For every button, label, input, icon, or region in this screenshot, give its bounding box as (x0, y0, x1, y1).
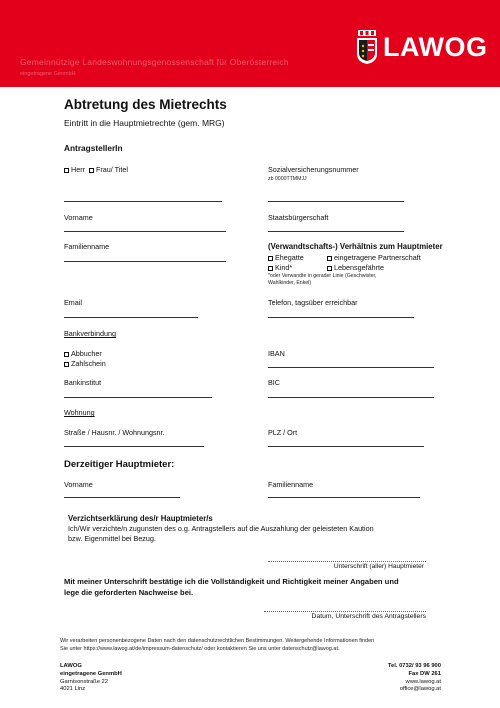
telefon-field[interactable] (268, 317, 414, 318)
partnerschaft-label: eingetragene Partnerschaft (334, 253, 421, 262)
email-label: Email (64, 298, 82, 307)
tenant-vorname-field[interactable] (64, 497, 180, 498)
privacy-line-2: Sie unter https://www.lawog.at/de/impressum-datenschutz/ oder kontaktieren Sie uns unter datenschutz@lawog.at. (60, 646, 340, 652)
footer-contact (330, 663, 441, 694)
tenant-familienname-field[interactable] (268, 497, 420, 498)
strasse-field[interactable] (64, 446, 204, 447)
staatsbuergerschaft-field[interactable] (268, 231, 404, 232)
confirmation-line-2: lege die geforderten Nachweise bei. (64, 587, 194, 597)
confirmation-line-1: Mit meiner Unterschrift bestätige ich die Vollständigkeit und Richtigkeit meiner Angaben und (64, 577, 399, 586)
familienname-field[interactable] (64, 261, 226, 262)
footer-address (60, 663, 122, 694)
bankinstitut-field[interactable] (64, 397, 212, 398)
logo (356, 30, 488, 66)
frau-label: Frau/ Titel (95, 165, 128, 174)
footer-city: 4021 Linz (60, 686, 86, 693)
footer-tel: Tel. 0732/ 93 96 900 (387, 663, 441, 669)
svnr-label: Sozialversicherungsnummer (268, 165, 359, 174)
plz-label: PLZ / Ort (268, 428, 298, 437)
plz-field[interactable] (268, 446, 424, 447)
tenant-familienname-label: Familienname (268, 480, 314, 489)
bic-field[interactable] (268, 397, 434, 398)
partnerschaft-checkbox[interactable] (327, 256, 332, 261)
rel-partnerschaft-row (327, 253, 421, 262)
waiver-text (68, 524, 488, 544)
frau-checkbox[interactable] (89, 168, 94, 173)
confirmation-text (64, 577, 494, 598)
iban-field[interactable] (268, 367, 434, 368)
rel-ehegatte-row (268, 253, 304, 262)
herr-checkbox[interactable] (64, 168, 69, 173)
herr-label: Herr (71, 165, 85, 174)
bank-heading: Bankverbindung (64, 329, 116, 338)
rel-lebensgefaehrte-row (327, 263, 384, 272)
wohnung-heading: Wohnung (64, 408, 95, 417)
waiver-signature-label: Unterschrift (aller) Hauptmieter (333, 563, 424, 570)
ehegatte-checkbox[interactable] (268, 256, 273, 261)
privacy-line-1: Wir verarbeiten personenbezogene Daten nach den datenschutzrechtlichen Bestimmungen. Weitergehende Informationen finden (60, 638, 375, 644)
svnr-hint: zb 0000TTMMJJ (268, 176, 307, 182)
waiver-text-line-1: Ich/Wir verzichte/n zugunsten des o.g. Antragstellers auf die Auszahlung der geleisteten Kaution (68, 524, 374, 533)
crest-icon (356, 30, 378, 64)
current-tenant-heading: Derzeitiger Hauptmieter: (64, 459, 175, 470)
logo-text: LAWOG (383, 32, 488, 62)
svnr-field[interactable] (268, 201, 404, 202)
footer-street: Garnisonstraße 22 (60, 678, 109, 685)
abbucher-checkbox[interactable] (64, 352, 69, 357)
waiver-heading: Verzichtserklärung des/r Hauptmieter/s (68, 514, 213, 523)
iban-label: IBAN (268, 349, 285, 358)
footer-company: LAWOG (60, 663, 82, 669)
waiver-text-line-2: bzw. Eigenmittel bei Bezug. (68, 534, 156, 543)
kind-checkbox[interactable] (268, 266, 273, 271)
abbucher-label: Abbucher (71, 349, 102, 358)
confirmation-signature-field[interactable] (264, 611, 426, 612)
bankinstitut-label: Bankinstitut (64, 378, 102, 387)
rel-kind-row (268, 263, 292, 272)
zahlschein-row (64, 359, 106, 368)
org-sub: eingetragene GenmbH (20, 71, 76, 77)
lebensgefaehrte-checkbox[interactable] (327, 266, 332, 271)
zahlschein-checkbox[interactable] (64, 362, 69, 367)
vorname-label: Vorname (64, 213, 93, 222)
staatsbuergerschaft-label: Staatsbürgerschaft (268, 213, 329, 222)
page-title: Abtretung des Mietrechts (64, 97, 227, 112)
bic-label: BIC (268, 378, 280, 387)
salutation-field[interactable] (64, 201, 222, 202)
vorname-field[interactable] (64, 231, 226, 232)
relation-heading: (Verwandtschafts-) Verhältnis zum Hauptmieter (268, 242, 443, 251)
org-name: Gemeinnützige Landeswohnungsgenossenschaft für Oberösterreich (20, 57, 289, 67)
email-field[interactable] (64, 317, 198, 318)
footer-web[interactable]: www.lawog.at (405, 678, 441, 685)
page-subtitle: Eintritt in die Hauptmietrechte (gem. MRG) (64, 118, 225, 128)
kind-label: Kind* (275, 263, 293, 272)
familienname-label: Familienname (64, 242, 110, 251)
rel-note-2: Wahlkinder, Enkel) (268, 280, 312, 286)
confirmation-signature-label: Datum, Unterschrift des Antragstellers (311, 613, 426, 620)
footer-fax: Fax DW 261 (408, 670, 441, 677)
applicant-heading: AntragstellerIn (64, 143, 123, 153)
ehegatte-label: Ehegatte (275, 253, 304, 262)
telefon-label: Telefon, tagsüber erreichbar (268, 298, 358, 307)
strasse-label: Straße / Hausnr. / Wohnungsnr. (64, 428, 165, 437)
tenant-vorname-label: Vorname (64, 480, 93, 489)
zahlschein-label: Zahlschein (71, 359, 106, 368)
footer-mail[interactable]: office@lawog.at (399, 686, 441, 693)
rel-note-1: *oder Verwandte in gerader Linie (Geschwister, (268, 273, 377, 279)
footer-company-type: eingetragene GenmbH (60, 670, 122, 677)
lebensgefaehrte-label: Lebensgefährte (334, 263, 384, 272)
salutation-row (64, 165, 128, 174)
abbucher-row (64, 349, 102, 358)
waiver-signature-field[interactable] (268, 561, 426, 562)
